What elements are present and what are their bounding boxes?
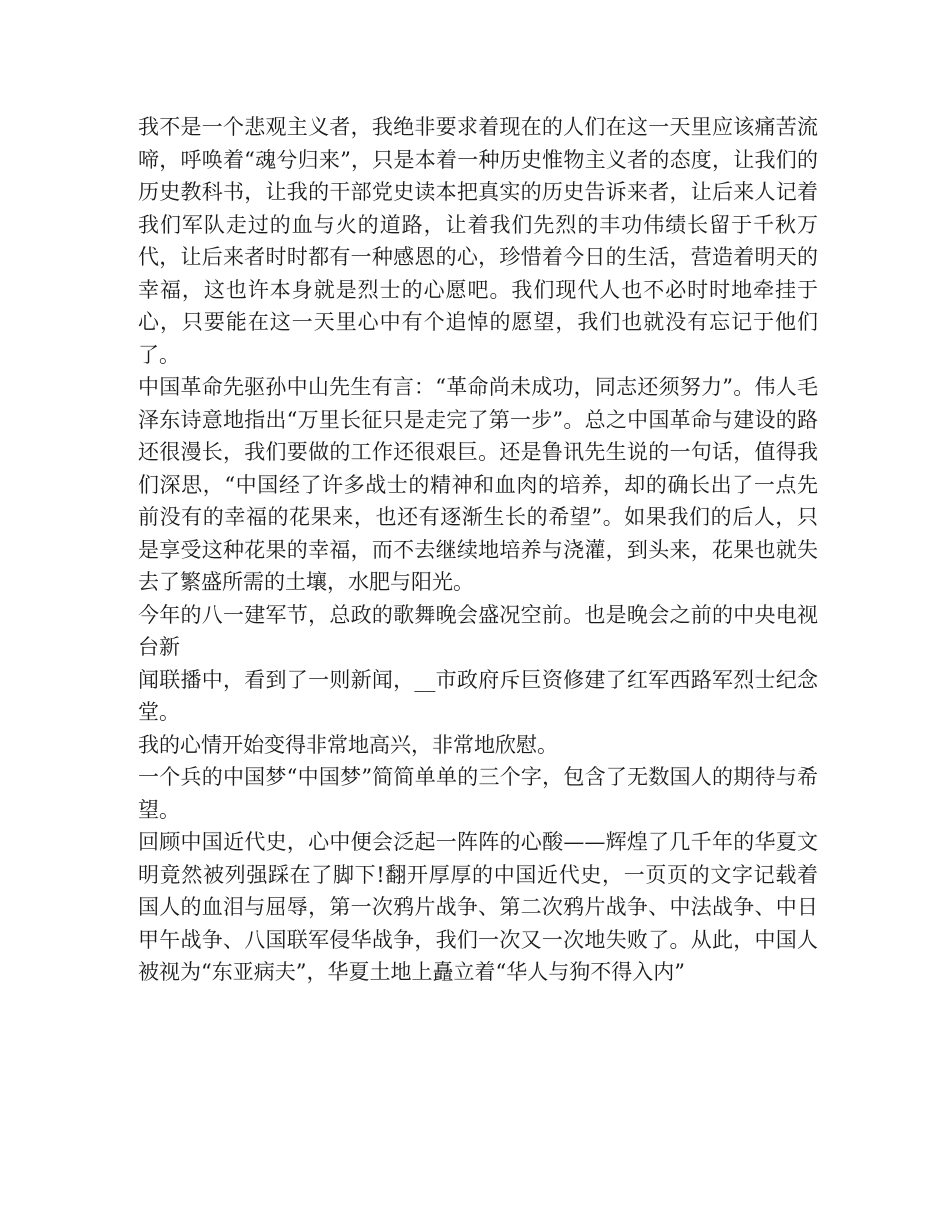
paragraph-news: 闻联播中，看到了一则新闻，__市政府斥巨资修建了红军西路军烈士纪念堂。 (138, 667, 818, 724)
paragraph-china-dream: 一个兵的中国梦“中国梦”简简单单的三个字，包含了无数国人的期待与希望。 (138, 765, 818, 822)
paragraph-feeling: 我的心情开始变得非常地高兴，非常地欣慰。 (138, 732, 558, 757)
document-page (138, 111, 818, 989)
paragraph-revolution: 中国革命先驱孙中山先生有言：“革命尚未成功，同志还须努力”。伟人毛泽东诗意地指出“万里长征只是走完了第一步”。总之中国革命与建设的路还很漫长，我们要做的工作还很艰巨。还是鲁讯先生说的一句话，值得我们深思，“中国经了许多战士的精神和血肉的培养，却的确长出了一点先前没有的幸福的花果来，也还有逐渐生长的希望”。如果我们的后人，只是享受这种花果的幸福，而不去继续地培养与浇灌，到头来，花果也就失去了繁盛所需的土壤，水肥与阳光。 (138, 375, 818, 594)
paragraph-bayi-gala: 今年的八一建军节，总政的歌舞晚会盛况空前。也是晚会之前的中央电视台新 (138, 602, 818, 659)
paragraph-remembrance: 我不是一个悲观主义者，我绝非要求着现在的人们在这一天里应该痛苦流啼，呼唤着“魂兮归来”，只是本着一种历史惟物主义者的态度，让我们的历史教科书，让我的干部党史读本把真实的历史告诉来者，让后来人记着我们军队走过的血与火的道路，让着我们先烈的丰功伟绩长留于千秋万代，让后来者时时都有一种感恩的心，珍惜着今日的生活，营造着明天的幸福，这也许本身就是烈士的心愿吧。我们现代人也不必时时地牵挂于心，只要能在这一天里心中有个追悼的愿望，我们也就没有忘记于他们了。 (138, 115, 818, 367)
paragraph-modern-history: 回顾中国近代史，心中便会泛起一阵阵的心酸——辉煌了几千年的华夏文明竟然被列强踩在了脚下!翻开厚厚的中国近代史，一页页的文字记载着国人的血泪与屈辱，第一次鸦片战争、第二次鸦片战争、中法战争、中日甲午战争、八国联军侵华战争，我们一次又一次地失败了。从此，中国人被视为“东亚病夫”，华夏土地上矗立着“华人与狗不得入内” (138, 830, 818, 984)
